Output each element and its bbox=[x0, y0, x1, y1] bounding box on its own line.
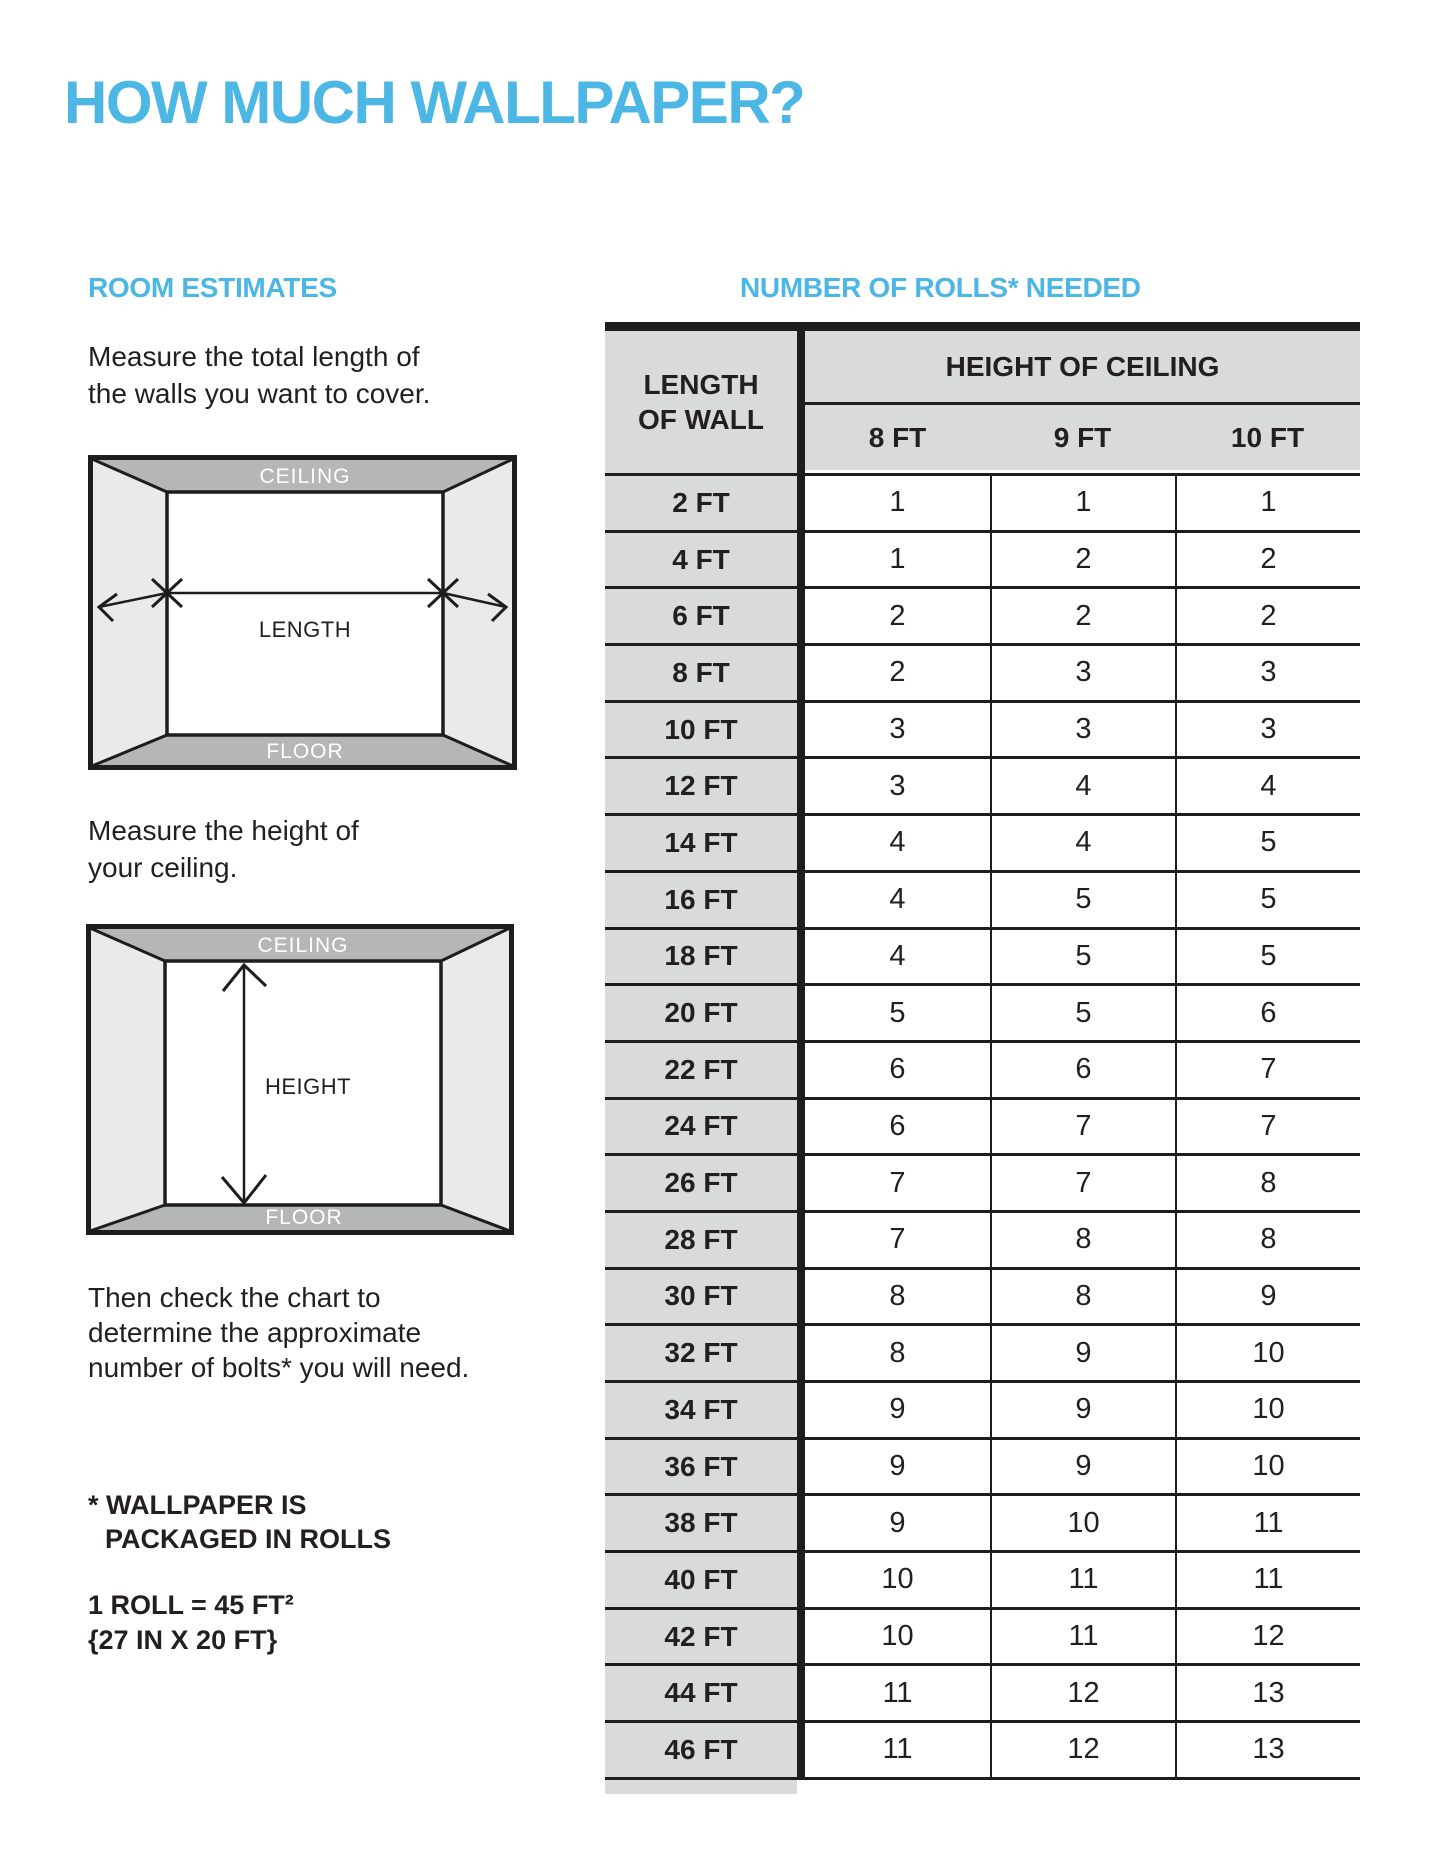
roll-size-line: 1 ROLL = 45 FT² bbox=[88, 1590, 294, 1620]
column-divider bbox=[797, 816, 805, 870]
row-label: 4 FT bbox=[605, 533, 797, 587]
paragraph-line: number of bolts* you will need. bbox=[88, 1352, 470, 1383]
roll-count-cell: 8 bbox=[805, 1326, 990, 1380]
roll-count-cell: 6 bbox=[805, 1100, 990, 1154]
paragraph-line: determine the approximate bbox=[88, 1317, 422, 1348]
column-divider bbox=[797, 476, 805, 530]
length-label: LENGTH bbox=[258, 617, 352, 642]
table-row bbox=[605, 1100, 1360, 1157]
height-room-diagram bbox=[86, 924, 514, 1240]
floor-label: FLOOR bbox=[265, 1206, 343, 1229]
row-label: 24 FT bbox=[605, 1100, 797, 1154]
roll-count-cell: 3 bbox=[805, 759, 990, 813]
table-row bbox=[605, 1043, 1360, 1100]
table-row bbox=[605, 589, 1360, 646]
measure-height-paragraph bbox=[88, 812, 359, 886]
column-divider bbox=[797, 533, 805, 587]
roll-count-cell: 7 bbox=[805, 1213, 990, 1267]
table-row bbox=[605, 1610, 1360, 1667]
row-label: 20 FT bbox=[605, 986, 797, 1040]
page-title: HOW MUCH WALLPAPER? bbox=[64, 69, 805, 136]
table-row bbox=[605, 1440, 1360, 1497]
column-divider bbox=[797, 1666, 805, 1720]
roll-count-cell: 9 bbox=[990, 1440, 1175, 1494]
roll-count-cell: 10 bbox=[1175, 1440, 1360, 1494]
ceiling-label: CEILING bbox=[257, 934, 349, 957]
roll-count-cell: 4 bbox=[805, 930, 990, 984]
roll-count-cell: 5 bbox=[990, 986, 1175, 1040]
row-label: 14 FT bbox=[605, 816, 797, 870]
column-divider bbox=[797, 1723, 805, 1777]
roll-count-cell: 9 bbox=[990, 1383, 1175, 1437]
roll-count-cell: 8 bbox=[990, 1213, 1175, 1267]
length-of-wall-line: LENGTH bbox=[643, 369, 759, 400]
roll-count-cell: 6 bbox=[990, 1043, 1175, 1097]
table-header bbox=[605, 331, 1360, 473]
column-divider bbox=[797, 1496, 805, 1550]
paragraph-line: Then check the chart to bbox=[88, 1282, 381, 1313]
column-divider bbox=[797, 1610, 805, 1664]
rolls-needed-heading: NUMBER OF ROLLS* NEEDED bbox=[740, 272, 1141, 303]
roll-count-cell: 4 bbox=[990, 816, 1175, 870]
roll-size-line: {27 IN X 20 FT} bbox=[88, 1625, 278, 1655]
table-row bbox=[605, 816, 1360, 873]
row-label: 10 FT bbox=[605, 703, 797, 757]
roll-count-cell: 1 bbox=[805, 533, 990, 587]
column-divider bbox=[797, 1383, 805, 1437]
table-header-right bbox=[805, 331, 1360, 473]
roll-count-cell: 3 bbox=[990, 703, 1175, 757]
roll-count-cell: 2 bbox=[805, 589, 990, 643]
roll-count-cell: 11 bbox=[805, 1666, 990, 1720]
roll-count-cell: 6 bbox=[1175, 986, 1360, 1040]
measure-length-paragraph bbox=[88, 338, 430, 412]
column-divider bbox=[797, 759, 805, 813]
table-footer-stub bbox=[605, 1780, 797, 1794]
height-room-diagram-svg bbox=[86, 924, 514, 1235]
paragraph-line: Measure the height of bbox=[88, 815, 359, 846]
column-divider bbox=[797, 1043, 805, 1097]
check-chart-paragraph bbox=[88, 1280, 469, 1385]
roll-count-cell: 3 bbox=[805, 703, 990, 757]
footnote-line: * WALLPAPER IS bbox=[88, 1490, 307, 1520]
column-divider bbox=[797, 1100, 805, 1154]
table-row bbox=[605, 646, 1360, 703]
row-label: 46 FT bbox=[605, 1723, 797, 1777]
column-divider bbox=[797, 1270, 805, 1324]
row-label: 18 FT bbox=[605, 930, 797, 984]
row-label: 44 FT bbox=[605, 1666, 797, 1720]
column-divider bbox=[797, 986, 805, 1040]
roll-count-cell: 12 bbox=[990, 1666, 1175, 1720]
column-divider bbox=[797, 1440, 805, 1494]
roll-count-cell: 1 bbox=[1175, 476, 1360, 530]
roll-count-cell: 2 bbox=[990, 533, 1175, 587]
row-label: 38 FT bbox=[605, 1496, 797, 1550]
column-divider bbox=[797, 1553, 805, 1607]
roll-count-cell: 4 bbox=[990, 759, 1175, 813]
row-label: 28 FT bbox=[605, 1213, 797, 1267]
paragraph-line: your ceiling. bbox=[88, 852, 238, 883]
row-label: 8 FT bbox=[605, 646, 797, 700]
roll-count-cell: 12 bbox=[1175, 1610, 1360, 1664]
roll-count-cell: 9 bbox=[990, 1326, 1175, 1380]
row-label: 12 FT bbox=[605, 759, 797, 813]
table-row bbox=[605, 1156, 1360, 1213]
roll-count-cell: 7 bbox=[805, 1156, 990, 1210]
back-wall bbox=[167, 492, 443, 735]
ceiling-height-subheader bbox=[805, 405, 1360, 470]
roll-count-cell: 5 bbox=[990, 873, 1175, 927]
table-row bbox=[605, 1496, 1360, 1553]
roll-count-cell: 5 bbox=[990, 930, 1175, 984]
row-label: 42 FT bbox=[605, 1610, 797, 1664]
row-label: 34 FT bbox=[605, 1383, 797, 1437]
table-row bbox=[605, 1326, 1360, 1383]
footnote-line: PACKAGED IN ROLLS bbox=[105, 1524, 392, 1554]
table-row bbox=[605, 759, 1360, 816]
column-divider bbox=[797, 1326, 805, 1380]
row-label: 30 FT bbox=[605, 1270, 797, 1324]
roll-count-cell: 9 bbox=[805, 1383, 990, 1437]
column-divider bbox=[797, 1213, 805, 1267]
table-row bbox=[605, 1383, 1360, 1440]
roll-count-cell: 5 bbox=[805, 986, 990, 1040]
ceiling-label: CEILING bbox=[259, 465, 351, 488]
column-header-10ft: 10 FT bbox=[1230, 421, 1305, 453]
roll-count-cell: 8 bbox=[1175, 1213, 1360, 1267]
row-label: 40 FT bbox=[605, 1553, 797, 1607]
paragraph-line: the walls you want to cover. bbox=[88, 378, 431, 409]
row-label: 32 FT bbox=[605, 1326, 797, 1380]
column-divider bbox=[797, 703, 805, 757]
roll-count-cell: 10 bbox=[990, 1496, 1175, 1550]
roll-count-cell: 10 bbox=[1175, 1383, 1360, 1437]
table-top-bar bbox=[605, 322, 1360, 331]
length-of-wall-header bbox=[605, 331, 797, 473]
roll-count-cell: 10 bbox=[805, 1610, 990, 1664]
room-estimates-heading: ROOM ESTIMATES bbox=[88, 272, 337, 303]
roll-count-cell: 5 bbox=[1175, 873, 1360, 927]
table-row bbox=[605, 533, 1360, 590]
row-label: 6 FT bbox=[605, 589, 797, 643]
roll-count-cell: 11 bbox=[1175, 1553, 1360, 1607]
roll-count-cell: 5 bbox=[1175, 816, 1360, 870]
roll-count-cell: 3 bbox=[990, 646, 1175, 700]
roll-count-cell: 10 bbox=[1175, 1326, 1360, 1380]
roll-count-cell: 1 bbox=[805, 476, 990, 530]
row-label: 16 FT bbox=[605, 873, 797, 927]
wallpaper-rolls-footnote bbox=[88, 1488, 391, 1556]
table-row bbox=[605, 1213, 1360, 1270]
roll-count-cell: 2 bbox=[990, 589, 1175, 643]
column-divider bbox=[797, 873, 805, 927]
length-room-diagram bbox=[88, 455, 517, 775]
row-label: 26 FT bbox=[605, 1156, 797, 1210]
table-row bbox=[605, 1270, 1360, 1327]
roll-count-cell: 4 bbox=[805, 873, 990, 927]
paragraph-line: Measure the total length of bbox=[88, 341, 420, 372]
roll-count-cell: 8 bbox=[805, 1270, 990, 1324]
roll-count-cell: 11 bbox=[990, 1610, 1175, 1664]
roll-size-info bbox=[88, 1588, 294, 1658]
roll-count-cell: 4 bbox=[1175, 759, 1360, 813]
floor-label: FLOOR bbox=[266, 740, 344, 763]
column-divider bbox=[797, 331, 805, 473]
column-header-9ft: 9 FT bbox=[1053, 421, 1112, 453]
height-of-ceiling-header: HEIGHT OF CEILING bbox=[805, 331, 1360, 405]
roll-count-cell: 7 bbox=[1175, 1100, 1360, 1154]
length-room-diagram-svg bbox=[88, 455, 517, 770]
column-header-8ft: 8 FT bbox=[868, 421, 927, 453]
height-label: HEIGHT bbox=[264, 1074, 352, 1099]
roll-count-cell: 11 bbox=[1175, 1496, 1360, 1550]
roll-count-cell: 7 bbox=[990, 1156, 1175, 1210]
table-row bbox=[605, 930, 1360, 987]
table-row bbox=[605, 986, 1360, 1043]
table-row bbox=[605, 476, 1360, 533]
row-label: 2 FT bbox=[605, 476, 797, 530]
roll-count-cell: 9 bbox=[1175, 1270, 1360, 1324]
table-row bbox=[605, 1553, 1360, 1610]
table-rows bbox=[605, 476, 1360, 1780]
roll-count-cell: 11 bbox=[805, 1723, 990, 1777]
length-of-wall-line: OF WALL bbox=[638, 404, 764, 435]
roll-count-cell: 7 bbox=[1175, 1043, 1360, 1097]
roll-count-cell: 6 bbox=[805, 1043, 990, 1097]
row-label: 36 FT bbox=[605, 1440, 797, 1494]
table-row bbox=[605, 873, 1360, 930]
roll-count-cell: 7 bbox=[990, 1100, 1175, 1154]
column-divider bbox=[797, 930, 805, 984]
roll-count-cell: 2 bbox=[1175, 589, 1360, 643]
roll-count-cell: 2 bbox=[1175, 533, 1360, 587]
table-row bbox=[605, 1666, 1360, 1723]
roll-count-cell: 5 bbox=[1175, 930, 1360, 984]
roll-count-cell: 1 bbox=[990, 476, 1175, 530]
roll-count-cell: 13 bbox=[1175, 1666, 1360, 1720]
roll-count-cell: 8 bbox=[990, 1270, 1175, 1324]
row-label: 22 FT bbox=[605, 1043, 797, 1097]
roll-count-cell: 9 bbox=[805, 1440, 990, 1494]
roll-count-cell: 8 bbox=[1175, 1156, 1360, 1210]
column-divider bbox=[797, 1156, 805, 1210]
rolls-needed-table bbox=[605, 322, 1360, 1794]
roll-count-cell: 2 bbox=[805, 646, 990, 700]
table-row bbox=[605, 703, 1360, 760]
roll-count-cell: 12 bbox=[990, 1723, 1175, 1777]
roll-count-cell: 3 bbox=[1175, 703, 1360, 757]
roll-count-cell: 13 bbox=[1175, 1723, 1360, 1777]
roll-count-cell: 11 bbox=[990, 1553, 1175, 1607]
roll-count-cell: 3 bbox=[1175, 646, 1360, 700]
roll-count-cell: 10 bbox=[805, 1553, 990, 1607]
column-divider bbox=[797, 589, 805, 643]
roll-count-cell: 4 bbox=[805, 816, 990, 870]
roll-count-cell: 9 bbox=[805, 1496, 990, 1550]
table-row bbox=[605, 1723, 1360, 1780]
column-divider bbox=[797, 646, 805, 700]
